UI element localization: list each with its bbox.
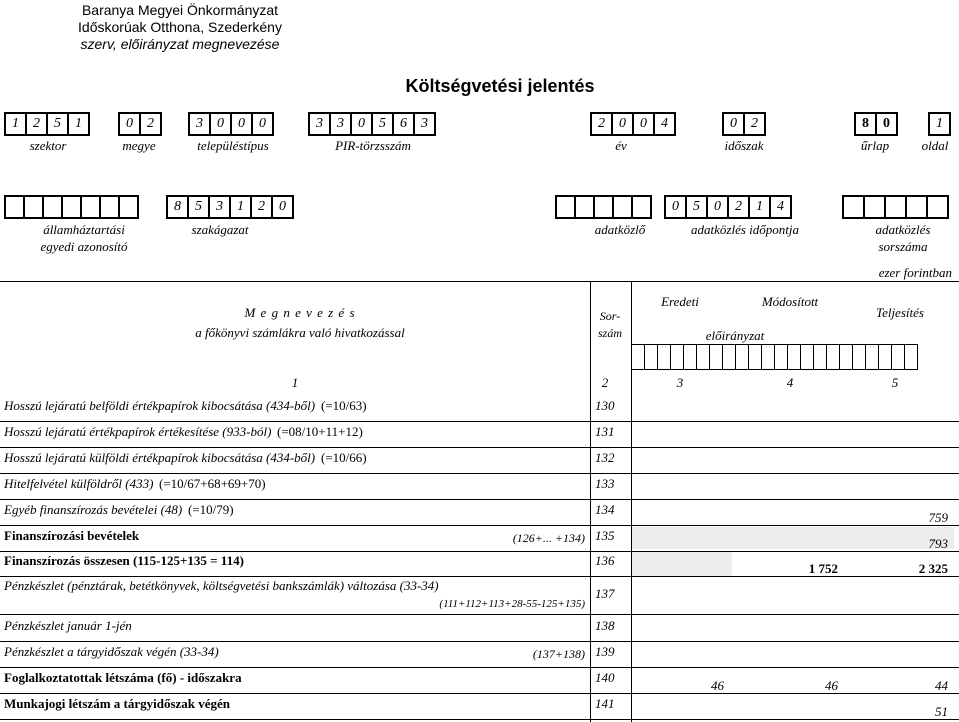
shaded-cell-row-136: [632, 552, 732, 576]
digit-box: 0: [706, 195, 729, 219]
digit-box: [926, 195, 949, 219]
digit-box: 5: [187, 195, 210, 219]
row-number: 139: [595, 644, 615, 659]
col-num-2: 2: [601, 375, 609, 390]
urlap-label: űrlap: [860, 138, 890, 153]
header-tick: [683, 344, 697, 370]
digit-box: [863, 195, 886, 219]
digit-box: 2: [250, 195, 273, 219]
digit-box: [842, 195, 865, 219]
szektor-boxes: [4, 112, 90, 136]
row-label-text: Finanszírozás összesen (115-125+135 = 114): [4, 553, 244, 568]
row-label: [4, 398, 315, 414]
row-formula: (111+112+113+28-55-125+135): [439, 598, 585, 610]
row-number: 131: [595, 424, 615, 439]
row-rule: [0, 421, 959, 422]
row-formula: (137+138): [532, 647, 585, 661]
idoszak-label: időszak: [724, 138, 764, 153]
digit-box: 1: [928, 112, 951, 136]
header-tick: [670, 344, 684, 370]
row-rule: [0, 473, 959, 474]
row-label-text: Egyéb finanszírozás bevételei (48): [4, 502, 183, 517]
sorszam-heading-1: Sor-: [599, 309, 621, 323]
row-label-text: Foglalkoztatottak létszáma (fő) - időszakra: [4, 670, 242, 685]
szektor-label: szektor: [29, 138, 67, 153]
digit-box: 8: [166, 195, 189, 219]
row-rule: [0, 576, 959, 577]
teljesites-heading: Teljesítés: [876, 305, 924, 320]
row-label: [4, 450, 315, 466]
megye-boxes: [118, 112, 162, 136]
pir-boxes: [308, 112, 436, 136]
digit-box: 0: [611, 112, 634, 136]
telepulestipus-boxes: [188, 112, 274, 136]
header-tick: [865, 344, 879, 370]
adatkozlo-boxes: [555, 195, 652, 219]
digit-box: [99, 195, 120, 219]
row-formula: (=10/67+68+69+70): [159, 476, 266, 491]
allamhaztartasi-label-line1: államháztartási: [43, 222, 125, 237]
row-label-text: Hosszú lejáratú értékpapírok értékesítése (933-ból): [4, 424, 272, 439]
digit-box: [61, 195, 82, 219]
allamhaztartasi-label: [4, 221, 164, 255]
unit-label: ezer forintban: [878, 265, 952, 280]
row-number: 135: [595, 528, 615, 543]
header-tick: [631, 344, 645, 370]
cell-value-c5: 2 325: [918, 561, 948, 576]
szakagazat-label: szakágazat: [191, 222, 249, 237]
header-tick: [813, 344, 827, 370]
row-formula: (=10/79): [188, 502, 234, 517]
digit-box: 0: [722, 112, 745, 136]
row-rule: [0, 499, 959, 500]
digit-box: [23, 195, 44, 219]
cell-value-c4: 1 752: [808, 561, 838, 576]
col-num-1: 1: [291, 375, 299, 390]
header-tick: [709, 344, 723, 370]
digit-box: 0: [632, 112, 655, 136]
row-rule: [0, 693, 959, 694]
row-number: 138: [595, 618, 615, 633]
digit-box: 1: [748, 195, 771, 219]
cell-value-c5: 51: [935, 704, 948, 719]
row-formula: (=10/63): [321, 398, 367, 413]
urlap-boxes: [854, 112, 898, 136]
row-label: [4, 578, 439, 594]
digit-box: [612, 195, 633, 219]
oldal-boxes: [928, 112, 951, 136]
row-label: [4, 618, 132, 634]
row-number: 140: [595, 670, 615, 685]
row-label: [4, 696, 230, 712]
digit-box: 4: [769, 195, 792, 219]
telepulestipus-label: településtípus: [197, 138, 269, 153]
organisation-name: Baranya Megyei Önkormányzat: [81, 2, 279, 18]
eredeti-heading: Eredeti: [661, 294, 699, 309]
header-tick: [761, 344, 775, 370]
digit-box: 0: [350, 112, 373, 136]
adatkozles-sorszama-label-line2: sorszáma: [878, 239, 928, 254]
header-tick: [722, 344, 736, 370]
row-number: 136: [595, 553, 615, 568]
oldal-label: oldal: [921, 138, 949, 153]
digit-box: 2: [727, 195, 750, 219]
row-rule: [0, 614, 959, 615]
digit-box: 1: [67, 112, 90, 136]
row-rule: [0, 447, 959, 448]
col-num-4: 4: [786, 375, 794, 390]
header-tick: [878, 344, 892, 370]
megnevezes-subheading: a főkönyvi számlákra való hivatkozással: [195, 325, 405, 340]
digit-box: 3: [188, 112, 211, 136]
header-tick: [904, 344, 918, 370]
header-tick: [826, 344, 840, 370]
digit-box: 4: [653, 112, 676, 136]
digit-box: 6: [392, 112, 415, 136]
digit-box: 1: [4, 112, 27, 136]
sorszam-heading-2: szám: [597, 326, 622, 340]
digit-box: 0: [875, 112, 898, 136]
digit-box: [42, 195, 63, 219]
digit-box: 0: [251, 112, 274, 136]
row-label: [4, 553, 244, 569]
row-label: [4, 670, 242, 686]
adatkozles-idopontja-label: adatközlés időpontja: [691, 222, 799, 237]
digit-box: [884, 195, 907, 219]
digit-box: 5: [685, 195, 708, 219]
row-label: [4, 528, 139, 544]
digit-box: 8: [854, 112, 877, 136]
header-tick: [774, 344, 788, 370]
adatkozles-sorszama-boxes: [842, 195, 949, 219]
digit-box: [574, 195, 595, 219]
row-label-text: Finanszírozási bevételek: [4, 528, 140, 543]
cell-value-c5: 759: [928, 510, 948, 525]
row-formula: (126+... +134): [512, 531, 585, 545]
digit-box: 3: [329, 112, 352, 136]
eloiranyzat-heading: előirányzat: [705, 328, 765, 343]
header-tick: [891, 344, 905, 370]
digit-box: 2: [139, 112, 162, 136]
col-num-5: 5: [891, 375, 899, 390]
cell-value-c5: 793: [928, 536, 948, 551]
row-label-text: Hosszú lejáratú belföldi értékpapírok kibocsátása (434-ből): [4, 398, 316, 413]
modositott-heading: Módosított: [761, 294, 819, 309]
row-label: [4, 644, 219, 660]
header-tick: [644, 344, 658, 370]
row-number: 141: [595, 696, 615, 711]
header-tick: [787, 344, 801, 370]
szakagazat-boxes: [166, 195, 294, 219]
row-label: [4, 476, 153, 492]
digit-box: [4, 195, 25, 219]
row-label-text: Pénzkészlet január 1-jén: [4, 618, 132, 633]
digit-box: 3: [413, 112, 436, 136]
adatkozles-sorszama-label: [850, 221, 956, 255]
header-tick-marks: [632, 344, 918, 372]
digit-box: 1: [229, 195, 252, 219]
row-label-text: Pénzkészlet a tárgyidőszak végén (33-34): [4, 644, 219, 659]
row-rule: [0, 641, 959, 642]
digit-box: 2: [743, 112, 766, 136]
ev-label: év: [615, 138, 627, 153]
digit-box: 5: [46, 112, 69, 136]
header-tick: [800, 344, 814, 370]
digit-box: 0: [209, 112, 232, 136]
row-rule: [0, 551, 959, 552]
digit-box: 0: [230, 112, 253, 136]
header-tick: [696, 344, 710, 370]
digit-box: [631, 195, 652, 219]
idoszak-boxes: [722, 112, 766, 136]
adatkozles-sorszama-label-line1: adatközlés: [875, 222, 931, 237]
row-formula: (=08/10+11+12): [277, 424, 363, 439]
megye-label: megye: [122, 138, 156, 153]
cell-value-c3: 46: [711, 678, 724, 693]
table-top-rule: [0, 281, 959, 282]
row-label-text: Pénzkészlet (pénztárak, betétkönyvek, költségvetési bankszámlák) változása (33-34): [4, 578, 439, 593]
row-label-text: Hosszú lejáratú külföldi értékpapírok kibocsátása (434-ből): [4, 450, 316, 465]
digit-box: 0: [664, 195, 687, 219]
row-rule: [0, 667, 959, 668]
digit-box: [593, 195, 614, 219]
row-rule: [0, 719, 959, 720]
cell-value-c4: 46: [825, 678, 838, 693]
digit-box: [118, 195, 139, 219]
row-number: 133: [595, 476, 615, 491]
cell-value-c5: 44: [935, 678, 948, 693]
header-tick: [748, 344, 762, 370]
organisation-caption: szerv, előirányzat megnevezése: [80, 36, 280, 52]
organisation-unit: Időskorúak Otthona, Szederkény: [78, 19, 282, 35]
row-number: 134: [595, 502, 615, 517]
digit-box: 2: [25, 112, 48, 136]
digit-box: 0: [271, 195, 294, 219]
page-title: Költségvetési jelentés: [405, 76, 595, 96]
digit-box: 5: [371, 112, 394, 136]
col-num-3: 3: [676, 375, 684, 390]
row-number: 137: [595, 586, 615, 601]
digit-box: 0: [118, 112, 141, 136]
row-number: 130: [595, 398, 615, 413]
digit-box: 3: [308, 112, 331, 136]
adatkozlo-label: adatközlő: [594, 222, 646, 237]
digit-box: [555, 195, 576, 219]
ev-boxes: [590, 112, 676, 136]
col-divider-b: [631, 282, 632, 722]
allamhaztartasi-label-line2: egyedi azonosító: [40, 239, 128, 254]
header-tick: [657, 344, 671, 370]
adatkozles-idopontja-boxes: [664, 195, 792, 219]
row-label-text: Hitelfelvétel külföldről (433): [4, 476, 154, 491]
header-tick: [839, 344, 853, 370]
digit-box: 3: [208, 195, 231, 219]
row-label: [4, 502, 182, 518]
row-number: 132: [595, 450, 615, 465]
megnevezes-heading: M e g n e v e z é s: [244, 305, 356, 320]
header-tick: [735, 344, 749, 370]
row-label-text: Munkajogi létszám a tárgyidőszak végén: [4, 696, 231, 711]
row-label: [4, 424, 271, 440]
row-rule: [0, 525, 959, 526]
digit-box: [80, 195, 101, 219]
pir-label: PIR-törzsszám: [335, 138, 411, 153]
row-formula: (=10/66): [321, 450, 367, 465]
header-tick: [852, 344, 866, 370]
col-divider-a: [590, 282, 591, 722]
digit-box: [905, 195, 928, 219]
allamhaztartasi-boxes: [4, 195, 139, 219]
digit-box: 2: [590, 112, 613, 136]
